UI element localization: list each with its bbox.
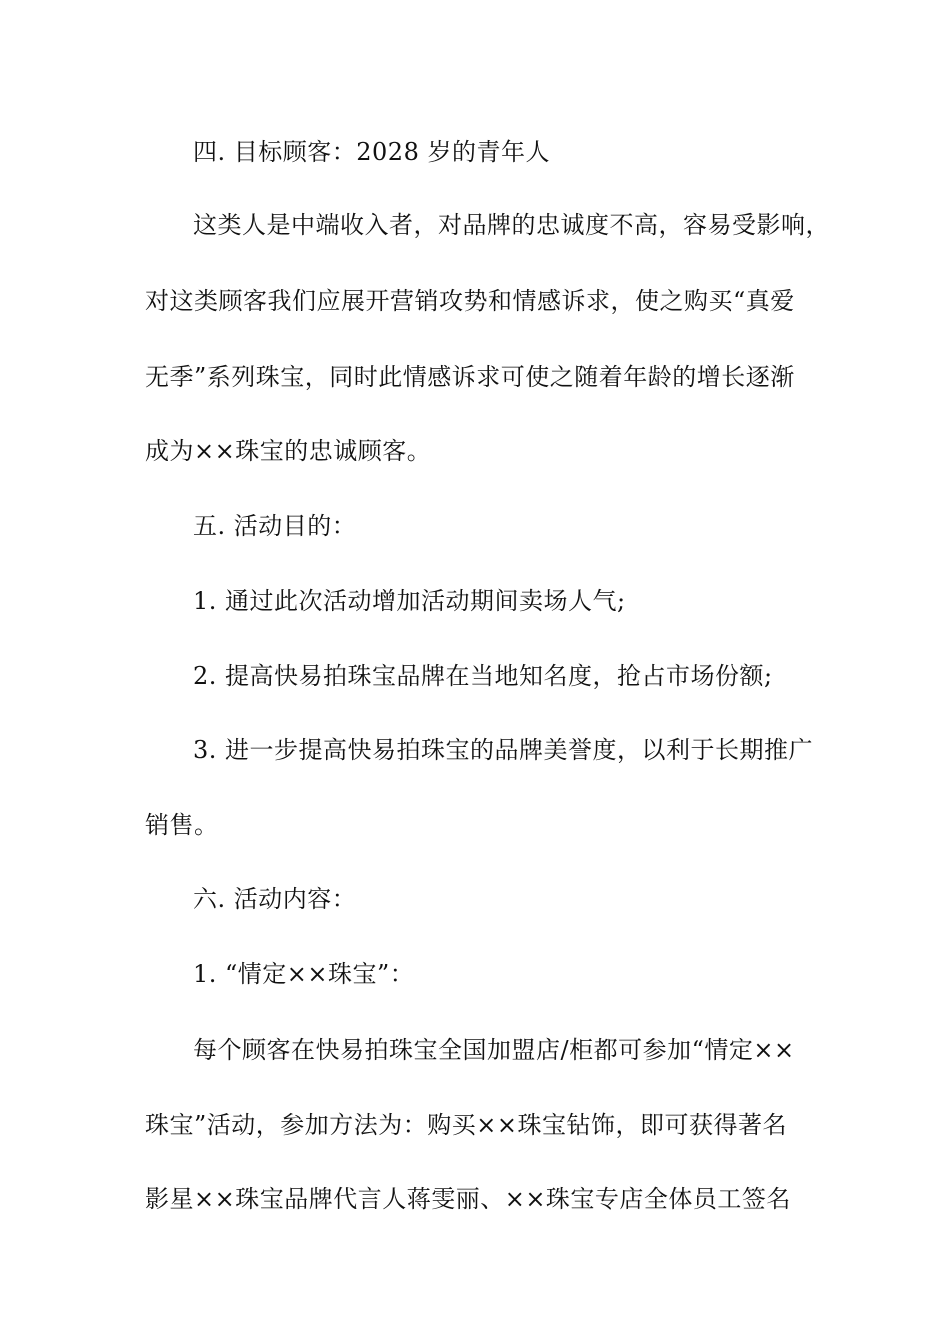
list-item: 1. “情定××珠宝”： <box>193 960 415 988</box>
section-heading-target-customers: 四. 目标顾客：2028 岁的青年人 <box>193 138 550 166</box>
section-heading-activity-goals: 五. 活动目的： <box>193 512 357 540</box>
list-item: 2. 提高快易拍珠宝品牌在当地知名度，抢占市场份额; <box>193 662 773 690</box>
section-heading-activity-content: 六. 活动内容： <box>193 885 357 913</box>
paragraph-line: 无季”系列珠宝，同时此情感诉求可使之随着年龄的增长逐渐 <box>145 363 795 391</box>
paragraph-line: 珠宝”活动，参加方法为：购买××珠宝钻饰，即可获得著名 <box>145 1111 787 1139</box>
paragraph-line: 成为××珠宝的忠诚顾客。 <box>145 437 432 465</box>
paragraph-line: 对这类顾客我们应展开营销攻势和情感诉求，使之购买“真爱 <box>145 287 795 315</box>
list-item: 3. 进一步提高快易拍珠宝的品牌美誉度，以利于长期推广 <box>193 736 814 764</box>
paragraph-line: 这类人是中端收入者，对品牌的忠诚度不高，容易受影响， <box>193 211 830 239</box>
paragraph-line: 每个顾客在快易拍珠宝全国加盟店/柜都可参加“情定×× <box>193 1036 795 1064</box>
list-item: 1. 通过此次活动增加活动期间卖场人气; <box>193 587 626 615</box>
paragraph-line: 销售。 <box>145 811 219 839</box>
paragraph-line: 影星××珠宝品牌代言人蒋雯丽、××珠宝专店全体员工签名 <box>145 1185 791 1213</box>
